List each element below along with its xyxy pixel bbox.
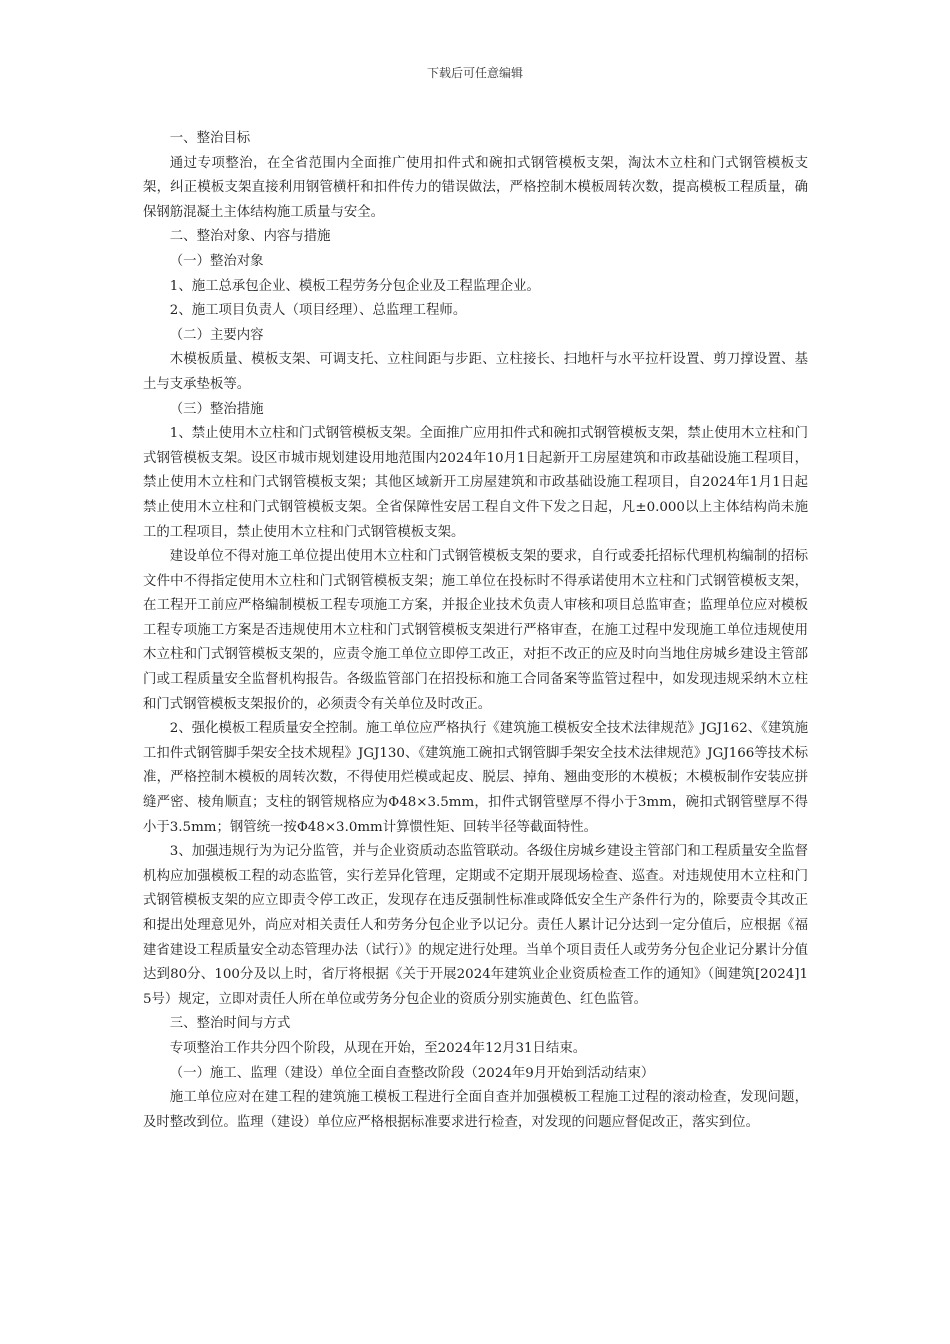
paragraph: 2、强化模板工程质量安全控制。施工单位应严格执行《建筑施工模板安全技术法律规范》JGJ162、《建筑施工扣件式钢管脚手架安全技术规程》JGJ130、《建筑施工碗扣式钢管脚手架安全技术法律规范》JGJ166等技术标准，严格控制木模板的周转次数，不得使用烂模或起皮、脱层、掉角、翘曲变形的木模板；木模板制作安装应拼缝严密、棱角顺直；支柱的钢管规格应为Φ48×3.5mm，扣件式钢管壁厚不得小于3mm，碗扣式钢管壁厚不得小于3.5mm；钢管统一按Φ48×3.0mm计算惯性矩、回转半径等截面特性。 — [143, 721, 808, 835]
page-header-note: 下载后可任意编辑 — [426, 66, 523, 80]
paragraph: 木模板质量、模板支架、可调支托、立柱间距与步距、立柱接长、扫地杆与水平拉杆设置、剪刀撑设置、基土与支承垫板等。 — [143, 352, 808, 392]
subheading: （二）主要内容 — [169, 327, 264, 343]
subheading: （三）整治措施 — [169, 401, 264, 417]
heading-2: 二、整治对象、内容与措施 — [169, 229, 331, 245]
subheading: （一）整治对象 — [169, 253, 264, 269]
document-body — [143, 127, 808, 1135]
paragraph: 建设单位不得对施工单位提出使用木立柱和门式钢管模板支架的要求，自行或委托招标代理机构编制的招标文件中不得指定使用木立柱和门式钢管模板支架；施工单位在投标时不得承诺使用木立柱和门式钢管模板支架，在工程开工前应严格编制模板工程专项施工方案，并报企业技术负责人审核和项目总监审查；监理单位应对模板工程专项施工方案是否违规使用木立柱和门式钢管模板支架进行严格审查，在施工过程中发现施工单位违规使用木立柱和门式钢管模板支架的，应责令施工单位立即停工改正，对拒不改正的应及时向当地住房城乡建设主管部门或工程质量安全监督机构报告。各级监管部门在招投标和施工合同备案等监管过程中，如发现违规采纳木立柱和门式钢管模板支架报价的，必须责令有关单位及时改正。 — [143, 549, 808, 712]
list-item: 2、施工项目负责人（项目经理）、总监理工程师。 — [169, 303, 467, 319]
heading-3: 三、整治时间与方式 — [169, 1016, 291, 1032]
paragraph: 施工单位应对在建工程的建筑施工模板工程进行全面自查并加强模板工程施工过程的滚动检查，发现问题，及时整改到位。监理（建设）单位应严格根据标准要求进行检查，对发现的问题应督促改正，落实到位。 — [143, 1090, 808, 1130]
paragraph: 1、禁止使用木立柱和门式钢管模板支架。全面推广应用扣件式和碗扣式钢管模板支架，禁止使用木立柱和门式钢管模板支架。设区市城市规划建设用地范围内2024年10月1日起新开工房屋建筑和市政基础设施工程项目，禁止使用木立柱和门式钢管模板支架；其他区域新开工房屋建筑和市政基础设施工程项目，自2024年1月1日起禁止使用木立柱和门式钢管模板支架。全省保障性安居工程自文件下发之日起，凡±0.000以上主体结构尚未施工的工程项目，禁止使用木立柱和门式钢管模板支架。 — [143, 426, 808, 540]
paragraph: 专项整治工作共分四个阶段，从现在开始，至2024年12月31日结束。 — [169, 1040, 587, 1056]
paragraph: 3、加强违规行为为记分监管，并与企业资质动态监管联动。各级住房城乡建设主管部门和工程质量安全监督机构应加强模板工程的动态监管，实行差异化管理，定期或不定期开展现场检查、巡查。对违规使用木立柱和门式钢管模板支架的应立即责令停工改正，发现存在违反强制性标准或降低安全生产条件行为的，除要责令其改正和提出处理意见外，尚应对相关责任人和劳务分包企业予以记分。责任人累计记分达到一定分值后，应根据《福建省建设工程质量安全动态管理办法（试行）》的规定进行处理。当单个项目责任人或劳务分包企业记分累计分值达到80分、100分及以上时，省厅将根据《关于开展2024年建筑业企业资质检查工作的通知》（闽建筑[2024]15号）规定，立即对责任人所在单位或劳务分包企业的资质分别实施黄色、红色监管。 — [143, 844, 808, 1007]
heading-1: 一、整治目标 — [169, 131, 251, 146]
paragraph: 通过专项整治，在全省范围内全面推广使用扣件式和碗扣式钢管模板支架，淘汰木立柱和门式钢管模板支架，纠正模板支架直接利用钢管横杆和扣件传力的错误做法，严格控制木模板周转次数，提高模板工程质量，确保钢筋混凝土主体结构施工质量与安全。 — [143, 155, 808, 220]
list-item: 1、施工总承包企业、模板工程劳务分包企业及工程监理企业。 — [169, 278, 540, 294]
subheading: （一）施工、监理（建设）单位全面自查整改阶段（2024年9月开始到活动结束） — [169, 1065, 655, 1081]
